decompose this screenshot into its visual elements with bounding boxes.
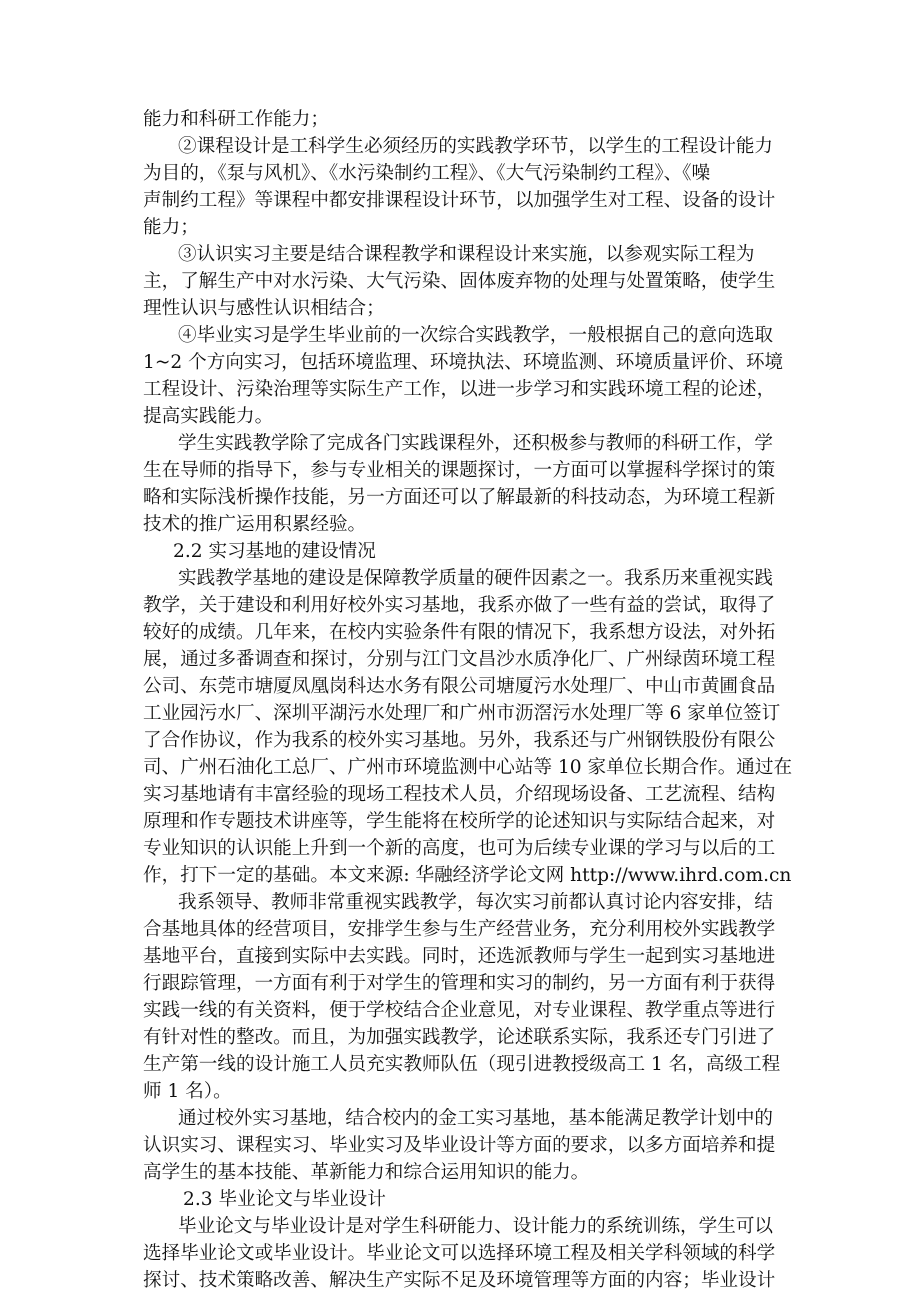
- text-line: ④毕业实习是学生毕业前的一次综合实践教学，一般根据自己的意向选取: [178, 325, 774, 346]
- text-line: 能力；: [143, 217, 199, 238]
- text-line: 选择毕业论文或毕业设计。毕业论文可以选择环境工程及相关学科领域的科学: [143, 1243, 776, 1264]
- text-line: 高学生的基本技能、革新能力和综合运用知识的能力。: [143, 1162, 590, 1183]
- text-line: 1~2 个方向实习，包括环境监理、环境执法、环境监测、环境质量评价、环境: [143, 352, 784, 373]
- text-line: 实践一线的有关资料，便于学校结合企业意见，对专业课程、教学重点等进行: [143, 1000, 776, 1021]
- text-line: 提高实践能力。: [143, 406, 274, 427]
- text-line: 了合作协议，作为我系的校外实习基地。另外，我系还与广州钢铁股份有限公: [143, 730, 776, 751]
- text-line: 实践教学基地的建设是保障教学质量的硬件因素之一。我系历来重视实践: [178, 568, 774, 589]
- text-line: 技术的推广运用积累经验。: [143, 514, 367, 535]
- section-heading: 2.2 实习基地的建设情况: [173, 541, 376, 562]
- text-line: 合基地具体的经营项目，安排学生参与生产经营业务，充分利用校外实践教学: [143, 919, 776, 940]
- text-line: 工业园污水厂、深圳平湖污水处理厂和广州市沥滘污水处理厂等 6 家单位签订: [143, 703, 781, 724]
- text-line: 能力和科研工作能力；: [143, 109, 329, 130]
- text-line: 生产第一线的设计施工人员充实教师队伍（现引进教授级高工 1 名，高级工程: [143, 1054, 781, 1075]
- text-line: 认识实习、课程实习、毕业实习及毕业设计等方面的要求，以多方面培养和提: [143, 1135, 776, 1156]
- text-line: 原理和作专题技术讲座等，学生能将在校所学的论述知识与实际结合起来，对: [143, 811, 776, 832]
- text-line: 生在导师的指导下，参与专业相关的课题探讨，一方面可以掌握科学探讨的策: [143, 460, 776, 481]
- text-line: 为目的，《泵与风机》、《水污染制约工程》、《大气污染制约工程》、《噪: [143, 163, 711, 184]
- text-line: 理性认识与感性认识相结合；: [143, 298, 385, 319]
- text-line: 公司、东莞市塘厦凤凰岗科达水务有限公司塘厦污水处理厂、中山市黄圃食品: [143, 676, 776, 697]
- text-line: 师 1 名）。: [143, 1081, 232, 1102]
- text-line: 作，打下一定的基础。本文来源: 华融经济学论文网 http://www.ihrd.com.cn: [143, 865, 792, 886]
- text-line: 展，通过多番调查和探讨，分别与江门文昌沙水质净化厂、广州绿茵环境工程: [143, 649, 776, 670]
- text-line: 工程设计、污染治理等实际生产工作，以进一步学习和实践环境工程的论述，: [143, 379, 776, 400]
- text-line: 我系领导、教师非常重视实践教学，每次实习前都认真讨论内容安排，结: [178, 892, 774, 913]
- text-line: 声制约工程》等课程中都安排课程设计环节，以加强学生对工程、设备的设计: [143, 190, 776, 211]
- text-line: ②课程设计是工科学生必须经历的实践教学环节，以学生的工程设计能力: [178, 136, 774, 157]
- text-line: 基地平台，直接到实际中去实践。同时，还选派教师与学生一起到实习基地进: [143, 946, 776, 967]
- text-line: 主，了解生产中对水污染、大气污染、固体废弃物的处理与处置策略，使学生: [143, 271, 776, 292]
- text-line: 专业知识的认识能上升到一个新的高度，也可为后续专业课的学习与以后的工: [143, 838, 776, 859]
- text-line: 教学，关于建设和利用好校外实习基地，我系亦做了一些有益的尝试，取得了: [143, 595, 776, 616]
- text-line: 行跟踪管理，一方面有利于对学生的管理和实习的制约，另一方面有利于获得: [143, 973, 776, 994]
- text-line: 实习基地请有丰富经验的现场工程技术人员，介绍现场设备、工艺流程、结构: [143, 784, 776, 805]
- text-line: 通过校外实习基地，结合校内的金工实习基地，基本能满足教学计划中的: [178, 1108, 774, 1129]
- section-heading: 2.3 毕业论文与毕业设计: [183, 1189, 386, 1210]
- text-line: 司、广州石油化工总厂、广州市环境监测中心站等 10 家单位长期合作。通过在: [143, 757, 793, 778]
- text-line: 毕业论文与毕业设计是对学生科研能力、设计能力的系统训练，学生可以: [178, 1216, 774, 1237]
- text-line: 学生实践教学除了完成各门实践课程外，还积极参与教师的科研工作，学: [178, 433, 774, 454]
- text-line: 较好的成绩。几年来，在校内实验条件有限的情况下，我系想方设法，对外拓: [143, 622, 776, 643]
- text-line: 略和实际浅析操作技能，另一方面还可以了解最新的科技动态，为环境工程新: [143, 487, 776, 508]
- text-line: 有针对性的整改。而且，为加强实践教学，论述联系实际，我系还专门引进了: [143, 1027, 776, 1048]
- text-line: 探讨、技术策略改善、解决生产实际不足及环境管理等方面的内容；毕业设计: [143, 1270, 776, 1291]
- text-line: ③认识实习主要是结合课程教学和课程设计来实施，以参观实际工程为: [178, 244, 755, 265]
